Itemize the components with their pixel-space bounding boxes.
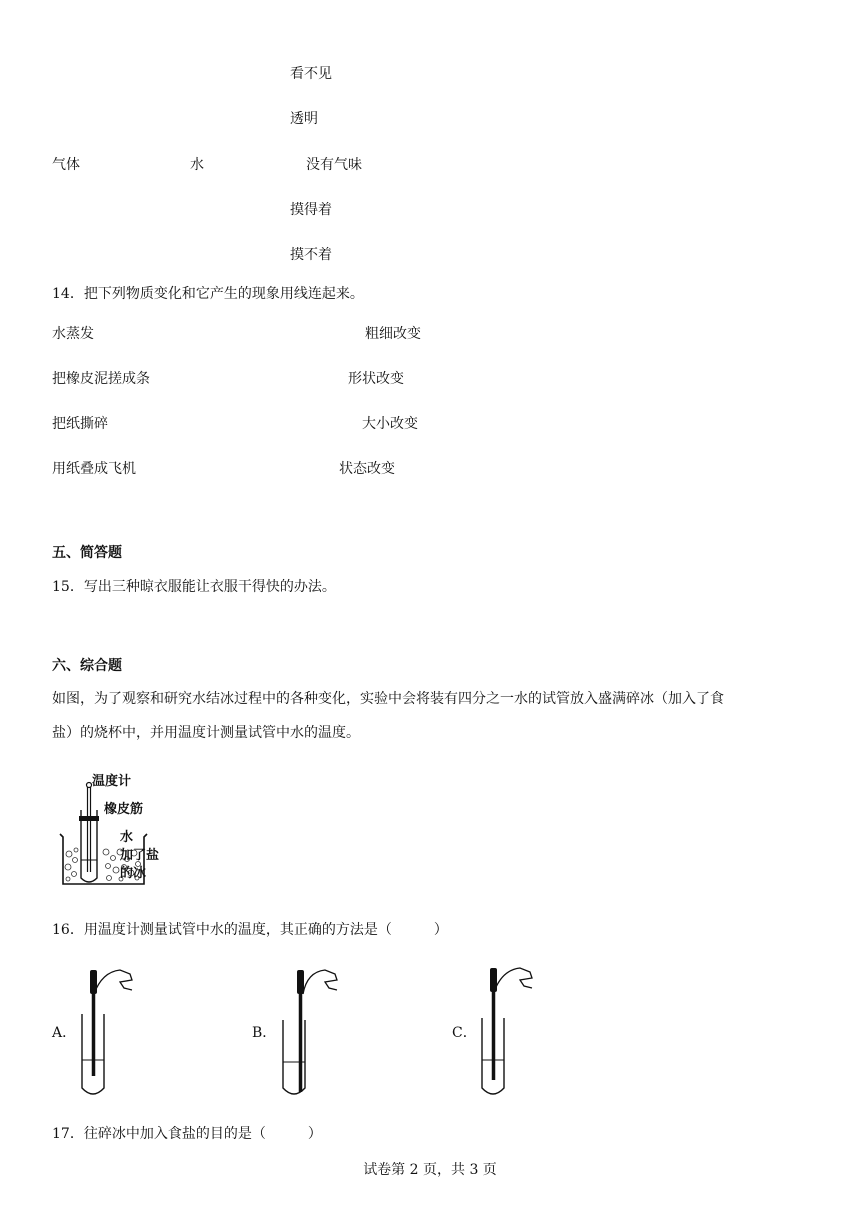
label-salted-ice-1: 加了盐 xyxy=(120,848,160,863)
section-5-heading: 五、简答题 xyxy=(52,545,122,561)
q16-question: 16．用温度计测量试管中水的温度，其正确的方法是（ ） xyxy=(52,922,448,938)
q14-right-3: 大小改变 xyxy=(362,416,418,432)
q13-right-4: 摸得着 xyxy=(290,202,332,218)
thermometer-in-tube-c xyxy=(474,962,540,1100)
q16-option-a-label: A． xyxy=(52,1025,77,1041)
q14-question: 14．把下列物质变化和它产生的现象用线连起来。 xyxy=(52,286,364,302)
experiment-figure xyxy=(56,774,186,890)
q16-option-c-figure xyxy=(474,962,540,1100)
q16-option-a-figure xyxy=(74,964,140,1100)
thermometer-in-tube-b xyxy=(275,964,341,1100)
q14-left-3: 把纸撕碎 xyxy=(52,416,108,432)
section-6-intro-line-2: 盐）的烧杯中，并用温度计测量试管中水的温度。 xyxy=(52,725,360,741)
q15-question: 15．写出三种晾衣服能让衣服干得快的办法。 xyxy=(52,579,336,595)
q13-right-5: 摸不着 xyxy=(290,247,332,263)
label-salted-ice-2: 的冰 xyxy=(120,866,147,881)
q13-right-2: 透明 xyxy=(290,111,318,127)
page-footer: 试卷第 2 页，共 3 页 xyxy=(363,1162,497,1178)
q16-option-b-label: B． xyxy=(252,1025,277,1041)
label-water: 水 xyxy=(120,830,134,845)
q13-right-1: 看不见 xyxy=(290,66,332,82)
q14-left-4: 用纸叠成飞机 xyxy=(52,461,136,477)
q14-left-2: 把橡皮泥搓成条 xyxy=(52,371,150,387)
q13-left-2: 水 xyxy=(190,157,204,173)
q14-left-1: 水蒸发 xyxy=(52,326,94,342)
label-rubber-band: 橡皮筋 xyxy=(104,802,144,817)
q17-question: 17．往碎冰中加入食盐的目的是（ ） xyxy=(52,1126,322,1142)
q14-right-2: 形状改变 xyxy=(348,371,404,387)
q16-option-c-label: C． xyxy=(452,1025,477,1041)
q16-option-b-figure xyxy=(275,964,341,1100)
thermometer-in-tube-a xyxy=(74,964,140,1100)
label-thermometer: 温度计 xyxy=(92,774,132,789)
section-6-heading: 六、综合题 xyxy=(52,658,122,674)
q14-right-1: 粗细改变 xyxy=(365,326,421,342)
q14-right-4: 状态改变 xyxy=(339,461,395,477)
section-6-intro-line-1: 如图，为了观察和研究水结冰过程中的各种变化，实验中会将装有四分之一水的试管放入盛满碎冰（加入了食 xyxy=(52,691,724,707)
q13-right-3: 没有气味 xyxy=(306,157,362,173)
q13-left-1: 气体 xyxy=(52,157,80,173)
